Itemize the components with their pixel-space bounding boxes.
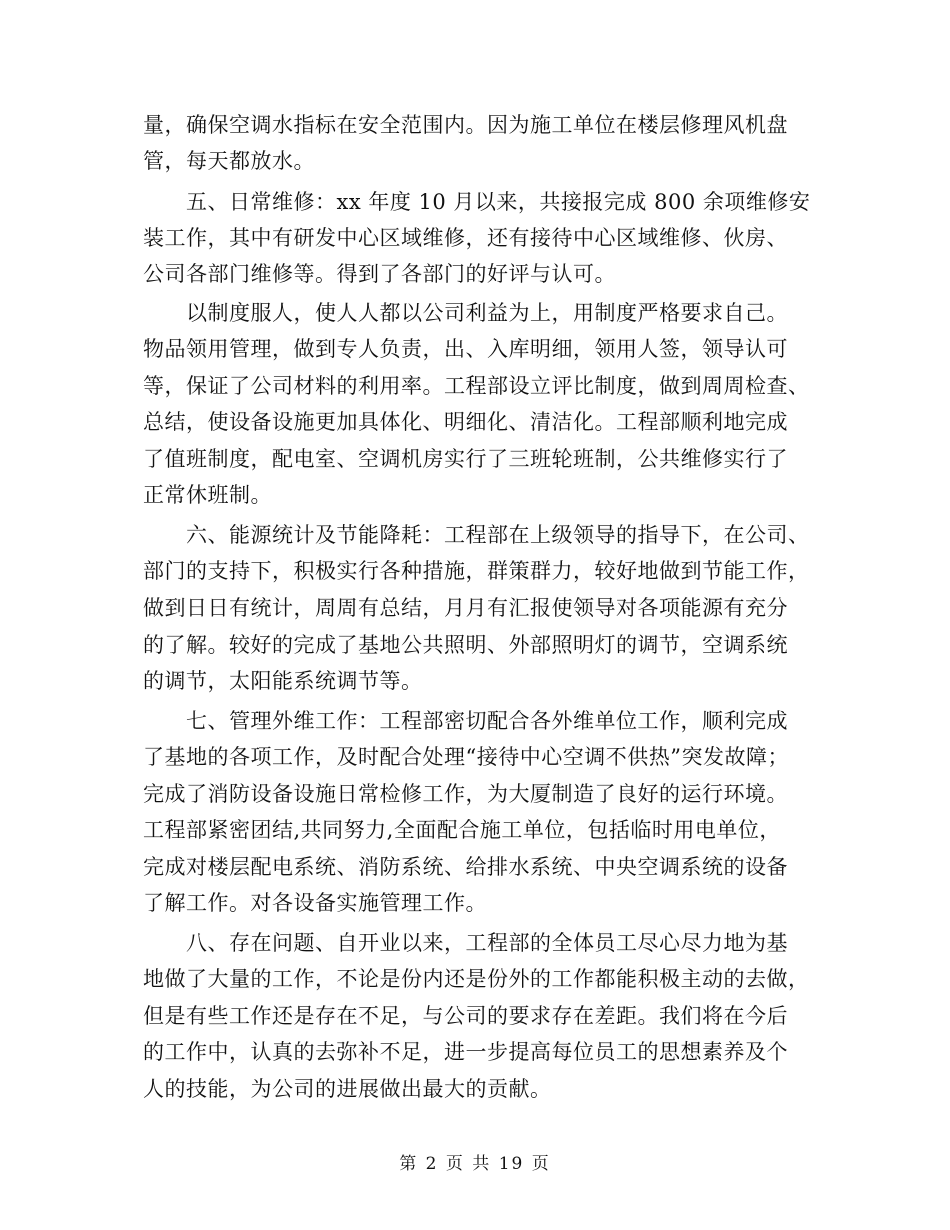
text-line: 做到日日有统计，周周有总结，月月有汇报使领导对各项能源有充分 (143, 596, 788, 620)
text-line: 了解工作。对各设备实施管理工作。 (143, 891, 487, 915)
text-line: 七、管理外维工作：工程部密切配合各外维单位工作，顺利完成 (143, 709, 788, 733)
text-line: 但是有些工作还是存在不足，与公司的要求存在差距。我们将在今后 (143, 1004, 788, 1028)
text-line: 公司各部门维修等。得到了各部门的好评与认可。 (143, 262, 616, 286)
text-line: 的调节，太阳能系统调节等。 (143, 669, 423, 693)
text-line: 量，确保空调水指标在安全范围内。因为施工单位在楼层修理风机盘 (143, 113, 788, 137)
text-line: 八、存在问题、自开业以来，工程部的全体员工尽心尽力地为基 (143, 931, 788, 955)
text-line: 装工作，其中有研发中心区域维修，还有接待中心区域维修、伙房、 (143, 226, 788, 250)
text-line: 完成了消防设备设施日常检修工作，为大厦制造了良好的运行环境。 (143, 782, 788, 806)
text-line: 六、能源统计及节能降耗：工程部在上级领导的指导下，在公司、 (143, 523, 810, 547)
text-line: 部门的支持下，积极实行各种措施，群策群力，较好地做到节能工作， (143, 559, 810, 583)
text-line: 五、日常维修：xx 年度 10 月以来，共接报完成 800 余项维修安 (143, 190, 811, 214)
page-number-footer: 第 2 页 共 19 页 (399, 1154, 551, 1174)
text-line: 物品领用管理，做到专人负责，出、入库明细，领用人签，领导认可 (143, 337, 788, 361)
text-line: 工程部紧密团结,共同努力,全面配合施工单位，包括临时用电单位， (143, 818, 781, 842)
text-line: 总结，使设备设施更加具体化、明细化、清洁化。工程部顺利地完成 (143, 410, 788, 434)
text-line: 地做了大量的工作，不论是份内还是份外的工作都能积极主动的去做， (143, 967, 810, 991)
text-line: 了基地的各项工作，及时配合处理“接待中心空调不供热”突发故障； (143, 745, 789, 769)
text-line: 了值班制度，配电室、空调机房实行了三班轮班制，公共维修实行了 (143, 447, 788, 471)
text-line: 人的技能，为公司的进展做出最大的贡献。 (143, 1077, 552, 1101)
text-line: 正常休班制。 (143, 483, 272, 507)
text-line: 的了解。较好的完成了基地公共照明、外部照明灯的调节，空调系统 (143, 633, 788, 657)
text-line: 完成对楼层配电系统、消防系统、给排水系统、中央空调系统的设备 (143, 855, 788, 879)
text-line: 等，保证了公司材料的利用率。工程部设立评比制度，做到周周检查、 (143, 374, 810, 398)
text-line: 以制度服人，使人人都以公司利益为上，用制度严格要求自己。 (143, 301, 788, 325)
text-line: 的工作中，认真的去弥补不足，进一步提高每位员工的思想素养及个 (143, 1040, 788, 1064)
text-line: 管，每天都放水。 (143, 149, 315, 173)
